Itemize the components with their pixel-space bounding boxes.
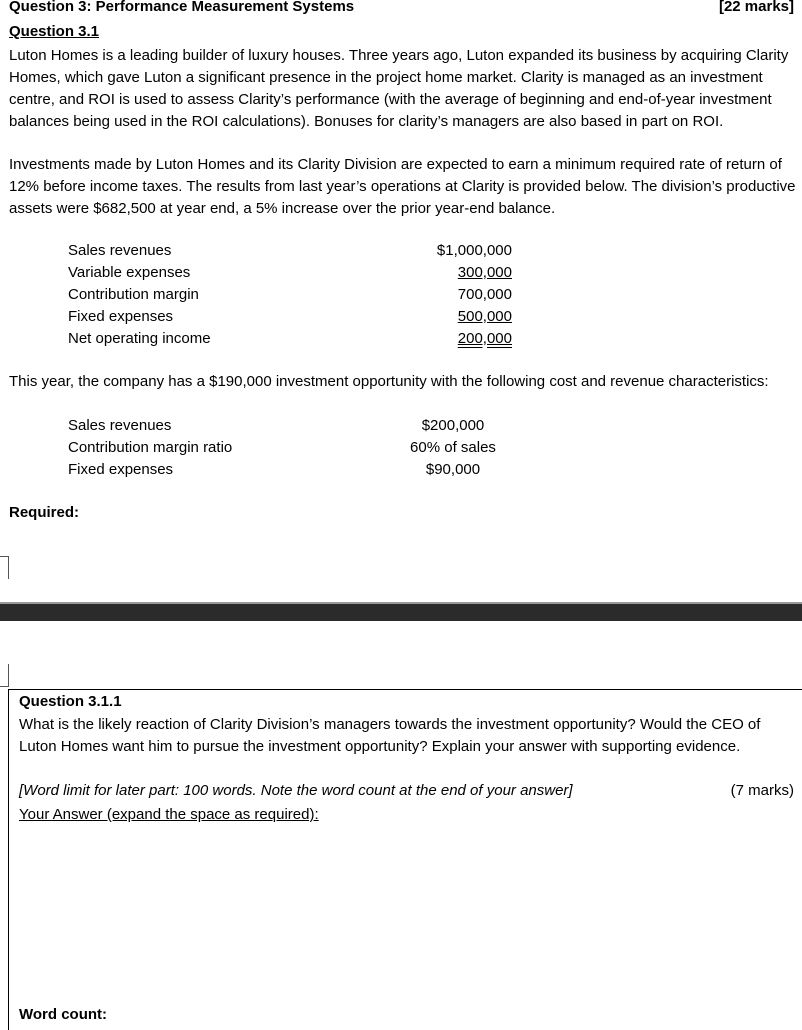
intro-paragraph-1: Luton Homes is a leading builder of luxury houses. Three years ago, Luton expanded its business by acquiring Clarity Homes, which gave Luton a significant presence in the project home market. Clarity is managed as an investment centre, and ROI is used to assess Clarity’s performance (with the average of beginning and end-of-year investment balances being used in the ROI calculations). Bonuses for clarity’s managers are also based in part on ROI. (9, 47, 789, 130)
row-label: Sales revenues (68, 242, 172, 259)
row-label: Fixed expenses (68, 461, 174, 478)
subquestion-marks: (7 marks) (730, 782, 794, 799)
subquestion-title: Question 3.1.1 (19, 693, 122, 710)
row-value: $200,000 (421, 417, 485, 434)
section-bracket-bottom (0, 664, 9, 687)
question-title: Question 3: Performance Measurement Systems (9, 0, 355, 15)
table-row (68, 437, 528, 459)
row-value: 60% of sales (410, 439, 496, 456)
table-row (68, 262, 528, 284)
row-value: 700,000 (457, 286, 512, 303)
subquestion-body: What is the likely reaction of Clarity Division’s managers towards the investment opportunity? Would the CEO of Luton Homes want him to pursue the investment opportunity? Explain your answer with supporting evidence. (19, 716, 761, 755)
table-row (68, 328, 528, 350)
row-label: Contribution margin (68, 286, 199, 303)
row-value: 300,000 (457, 264, 512, 281)
table-row (68, 459, 528, 481)
answer-label: Your Answer (expand the space as required): (19, 806, 319, 823)
row-value: 200,000 (457, 330, 512, 347)
row-value: $90,000 (425, 461, 481, 478)
page-break-bar (0, 602, 802, 621)
table-row (68, 306, 528, 328)
row-value: 500,000 (457, 308, 512, 325)
row-label: Variable expenses (68, 264, 191, 281)
row-label: Net operating income (68, 330, 211, 347)
row-label: Contribution margin ratio (68, 439, 233, 456)
table-row (68, 284, 528, 306)
row-label: Sales revenues (68, 417, 172, 434)
word-count-label: Word count: (19, 1006, 108, 1023)
section-bracket-top (0, 556, 9, 579)
row-label: Fixed expenses (68, 308, 174, 325)
question-marks: [22 marks] (718, 0, 794, 15)
intro-paragraph-2: Investments made by Luton Homes and its Clarity Division are expected to earn a minimum required rate of return of 12% before income taxes. The results from last year’s operations at Clarity is provided below. The division’s productive assets were $682,500 at year end, a 5% increase over the prior year-end balance. (9, 156, 796, 217)
answer-textarea[interactable] (19, 828, 789, 998)
row-value: $1,000,000 (436, 242, 512, 259)
opportunity-text: This year, the company has a $190,000 investment opportunity with the following cost and revenue characteristics: (9, 373, 769, 390)
table-row (68, 240, 528, 262)
word-limit-note: [Word limit for later part: 100 words. Note the word count at the end of your answer] (19, 782, 573, 799)
question-subtitle: Question 3.1 (9, 23, 100, 40)
required-label: Required: (9, 504, 80, 521)
table-row (68, 415, 528, 437)
